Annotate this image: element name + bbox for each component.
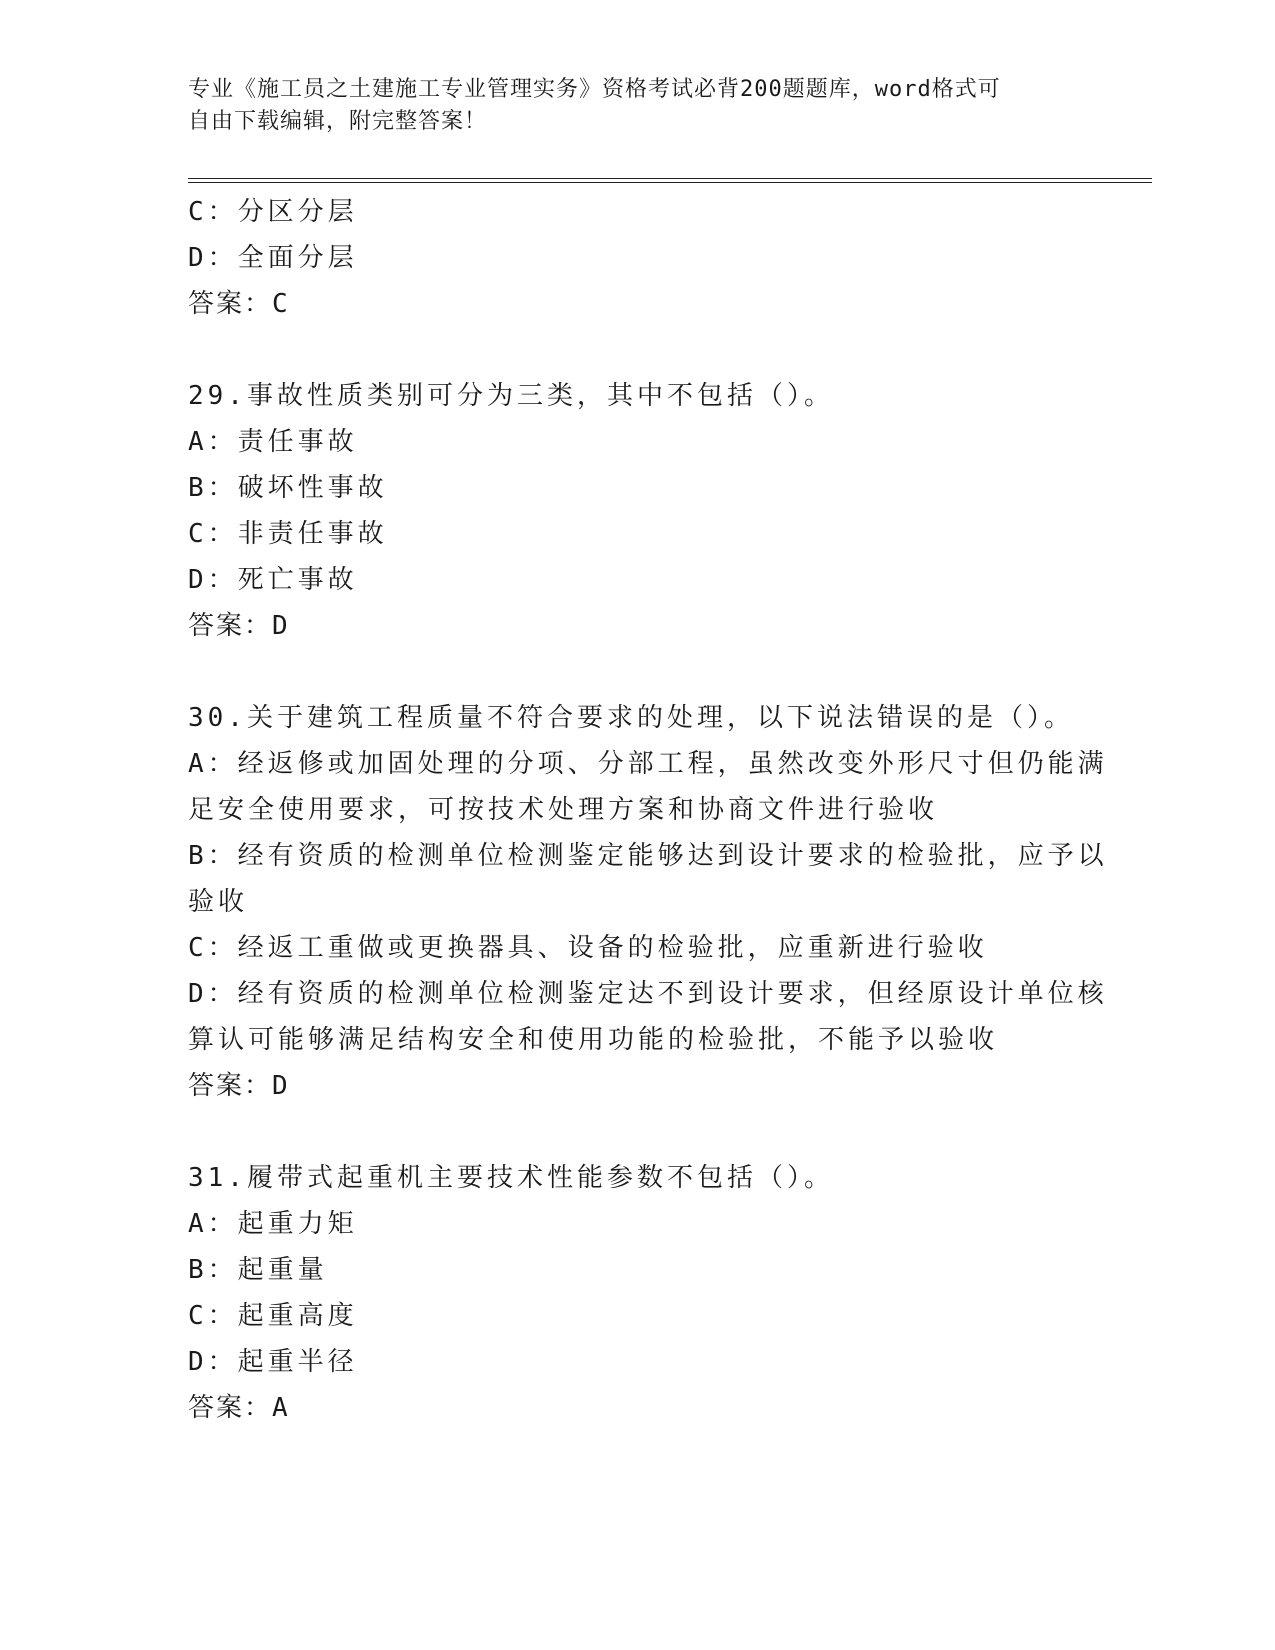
question-list — [188, 189, 1108, 1431]
answer-line: 答案：A — [188, 1393, 290, 1423]
spacer — [188, 1109, 1088, 1155]
answer-line: 答案：D — [188, 611, 290, 641]
option-c: C：起重高度 — [188, 1301, 358, 1331]
option-d: D：起重半径 — [188, 1347, 358, 1377]
option-b-line-2: 验收 — [188, 887, 249, 917]
answer-line: 答案：C — [188, 289, 290, 319]
option-c: C：经返工重做或更换器具、设备的检验批，应重新进行验收 — [188, 933, 988, 963]
spacer — [188, 649, 1088, 695]
spacer — [188, 327, 1088, 373]
question-30 — [188, 695, 1108, 1109]
header-rule-bottom — [188, 182, 1152, 183]
option-d: D：死亡事故 — [188, 565, 358, 595]
question-29 — [188, 373, 1088, 649]
question-28-continued — [188, 189, 1088, 327]
answer-line: 答案：D — [188, 1071, 290, 1101]
option-c: C：非责任事故 — [188, 519, 388, 549]
question-stem: 31.履带式起重机主要技术性能参数不包括（）。 — [188, 1163, 834, 1193]
question-stem: 30.关于建筑工程质量不符合要求的处理，以下说法错误的是（）。 — [188, 703, 1074, 733]
option-b: B：破坏性事故 — [188, 473, 388, 503]
option-d-line-2: 算认可能够满足结构安全和使用功能的检验批，不能予以验收 — [188, 1025, 999, 1055]
option-d-line-1: D：经有资质的检测单位检测鉴定达不到设计要求，但经原设计单位核 — [188, 979, 1108, 1009]
option-a: A：起重力矩 — [188, 1209, 358, 1239]
question-31 — [188, 1155, 1088, 1431]
option-d: D：全面分层 — [188, 243, 358, 273]
option-b-line-1: B：经有资质的检测单位检测鉴定能够达到设计要求的检验批，应予以 — [188, 841, 1108, 871]
header-rule-top — [188, 178, 1152, 179]
question-stem: 29.事故性质类别可分为三类，其中不包括（）。 — [188, 381, 834, 411]
option-c: C：分区分层 — [188, 197, 358, 227]
header-title-line-1: 专业《施工员之土建施工专业管理实务》资格考试必背200题题库，word格式可 — [188, 77, 1001, 102]
document-header — [188, 74, 1088, 138]
option-a-line-1: A：经返修或加固处理的分项、分部工程，虽然改变外形尺寸但仍能满 — [188, 749, 1108, 779]
header-title-line-2: 自由下载编辑，附完整答案！ — [188, 109, 488, 134]
option-a: A：责任事故 — [188, 427, 358, 457]
option-b: B：起重量 — [188, 1255, 328, 1285]
option-a-line-2: 足安全使用要求，可按技术处理方案和协商文件进行验收 — [188, 795, 939, 825]
